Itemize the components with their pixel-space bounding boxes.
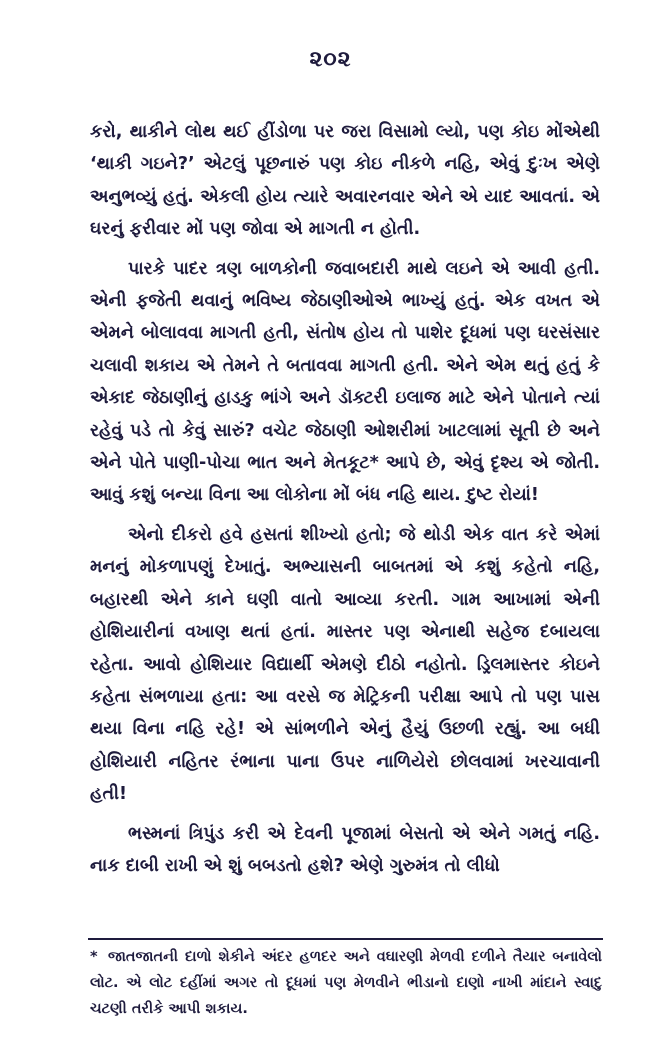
- footnote-divider: [88, 938, 603, 940]
- page-number: ૨૦૨: [309, 47, 352, 72]
- body-text: [90, 116, 600, 882]
- paragraph-4: ભસ્મનાં ત્રિપુંડ કરી એ દેવની પૂજામાં બેસતો એ એને ગમતું નહિ. નાક દાબી રાખી એ શું બબડતો હશે? એણે ગુરુમંત્ર તો લીધો: [90, 823, 600, 876]
- footnote-text: જાતજાતની દાળો શેકીને અંદર હળદર અને વઘારણી મેળવી દળીને તૈયાર બનાવેલો લોટ. એ લોટ દહીંમાં અગર તો દૂધમાં પણ મેળવીને ભીડાનો દાણો નાખી માંદાને સ્વાદુ ચટણી તરીકે આપી શકાય.: [90, 949, 602, 1017]
- footnote: [90, 944, 602, 1022]
- footnote-marker: *: [90, 949, 98, 965]
- paragraph-1: કરો, થાકીને લોથ થઈ હીંડોળા પર જરા વિસામો લ્યો, પણ કોઇ મોંએથી ‘થાકી ગઇને?’ એટલું પૂછનારું પણ કોઇ નીકળે નહિ, એવું દુઃખ એણે અનુભવ્યું હતું. એકલી હોય ત્યારે અવારનવાર એને એ યાદ આવતાં. એ ઘરનું ફરીવાર મોં પણ જોવા એ માગતી ન હોતી.: [90, 122, 600, 240]
- paragraph-2: પારકે પાદર ત્રણ બાળકોની જવાબદારી માથે લઇને એ આવી હતી. એની ફજેતી થવાનું ભવિષ્ય જેઠાણીઓએ ભાખ્યું હતું. એક વખત એ એમને બોલાવવા માગતી હતી, સંતોષ હોય તો પાશેર દૂધમાં પણ ઘરસંસાર ચલાવી શકાય એ તેમને તે બતાવવા માગતી હતી. એને એમ થતું હતું કે એકાદ જેઠાણીનું હાડકુ ભાંગે અને ડૉક્ટરી ઇલાજ માટે એને પોતાને ત્યાં રહેવું પડે તો કેવું સારું? વચેટ જેઠાણી ઓશરીમાં ખાટલામાં સૂતી છે અને એને પોતે પાણી-પોચા ભાત અને મેતકૂટ* આપે છે, એવું દૃશ્ય એ જોતી. આવું કશું બન્યા વિના આ લોકોના મોં બંધ નહિ થાય. દુષ્ટ રોયાં!: [90, 258, 600, 506]
- paragraph-3: એનો દીકરો હવે હસતાં શીખ્યો હતો; જે થોડી એક વાત કરે એમાં મનનું મોકળાપણું દેખાતું. અભ્યાસની બાબતમાં એ કશું કહેતો નહિ, બહારથી એને કાને ઘણી વાતો આવ્યા કરતી. ગામ આખામાં એની હોશિયારીનાં વખાણ થતાં હતાં. માસ્તર પણ એનાથી સહેજ દબાયલા રહેતા. આવો હોશિયાર વિદ્યાર્થી એમણે દીઠો નહોતો. ડ્રિલમાસ્તર કોઇને કહેતા સંભળાયા હતા: આ વરસે જ મેટ્રિકની પરીક્ષા આપે તો પણ પાસ થયા વિના નહિ રહે! એ સાંભળીને એનું હૈયું ઉછળી રહ્યું. આ બધી હોશિયારી નહિતર રંભાના પાના ઉપર નાળિયેરો છોલવામાં ખરચાવાની હતી!: [90, 524, 600, 805]
